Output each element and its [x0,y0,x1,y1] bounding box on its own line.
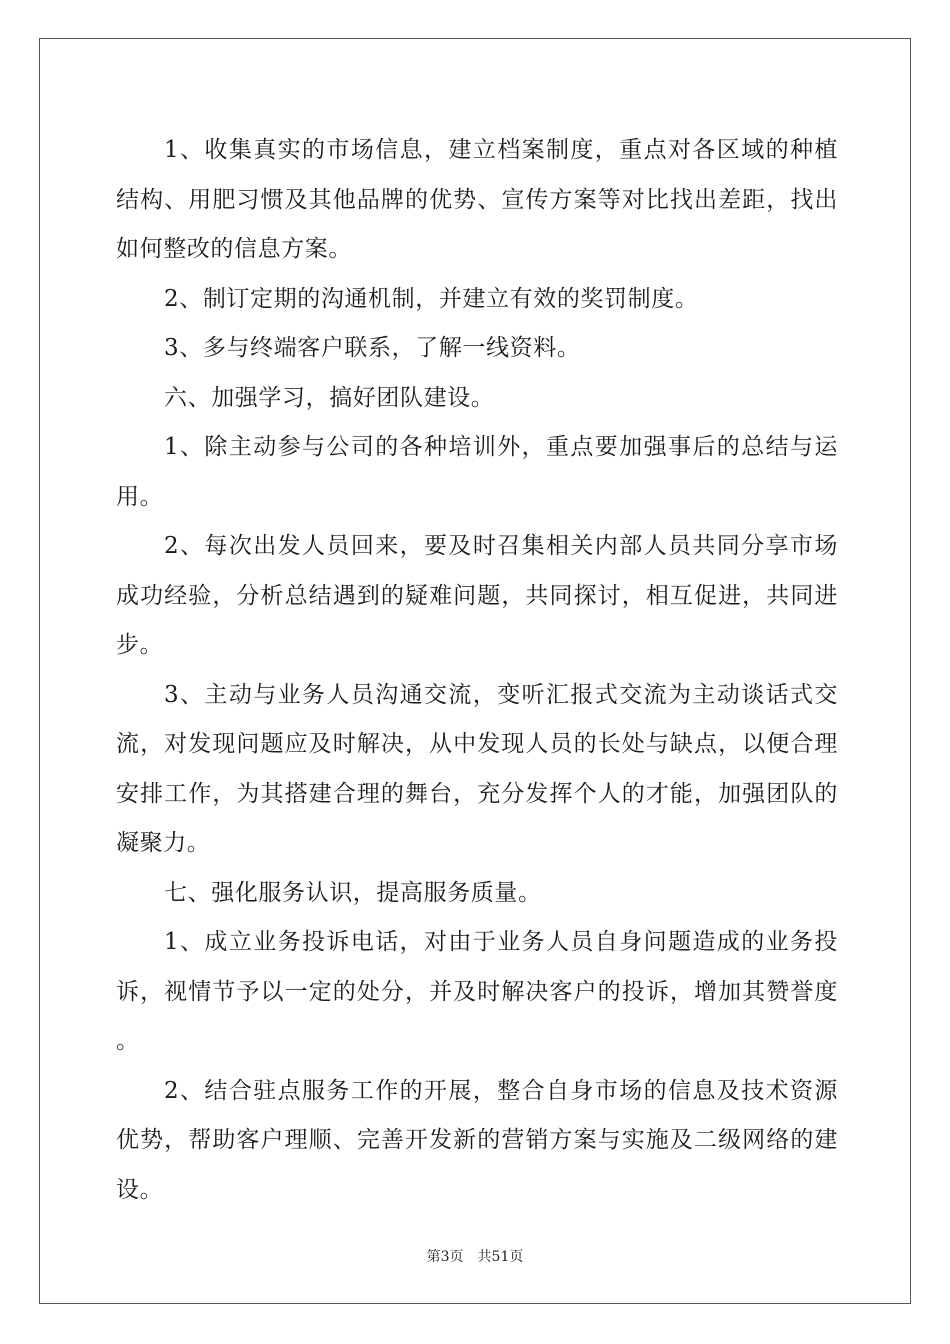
section-heading-6: 六、加强学习，搞好团队建设。 [164,384,495,411]
paragraph-9: 1、成立业务投诉电话，对由于业务人员自身问题造成的业务投诉，视情节予以一定的处分，并及时解决客户的投诉，增加其赞誉度。 [116,929,838,1054]
document-body [116,126,838,1215]
paragraph-2: 2、制订定期的沟通机制，并建立有效的奖罚制度。 [164,285,699,312]
paragraph-7: 3、主动与业务人员沟通交流，变听汇报式交流为主动谈话式交流，对发现问题应及时解决，从中发现人员的长处与缺点，以便合理安排工作，为其搭建合理的舞台，充分发挥个人的才能，加强团队的凝聚力。 [116,681,838,856]
paragraph-5: 1、除主动参与公司的各种培训外，重点要加强事后的总结与运用。 [116,434,838,510]
paragraph-1: 1、收集真实的市场信息，建立档案制度，重点对各区域的种植结构、用肥习惯及其他品牌的优势、宣传方案等对比找出差距，找出如何整改的信息方案。 [116,137,838,262]
page-number: 第3页 [426,1249,464,1265]
paragraph-6: 2、每次出发人员回来，要及时召集相关内部人员共同分享市场成功经验，分析总结遇到的疑难问题，共同探讨，相互促进，共同进步。 [116,533,838,658]
paragraph-10: 2、结合驻点服务工作的开展，整合自身市场的信息及技术资源优势，帮助客户理顺、完善开发新的营销方案与实施及二级网络的建设。 [116,1077,838,1203]
section-heading-7: 七、强化服务认识，提高服务质量。 [164,879,542,906]
page-footer [0,1246,950,1266]
total-pages: 共51页 [477,1249,524,1265]
paragraph-3: 3、多与终端客户联系，了解一线资料。 [164,335,581,361]
